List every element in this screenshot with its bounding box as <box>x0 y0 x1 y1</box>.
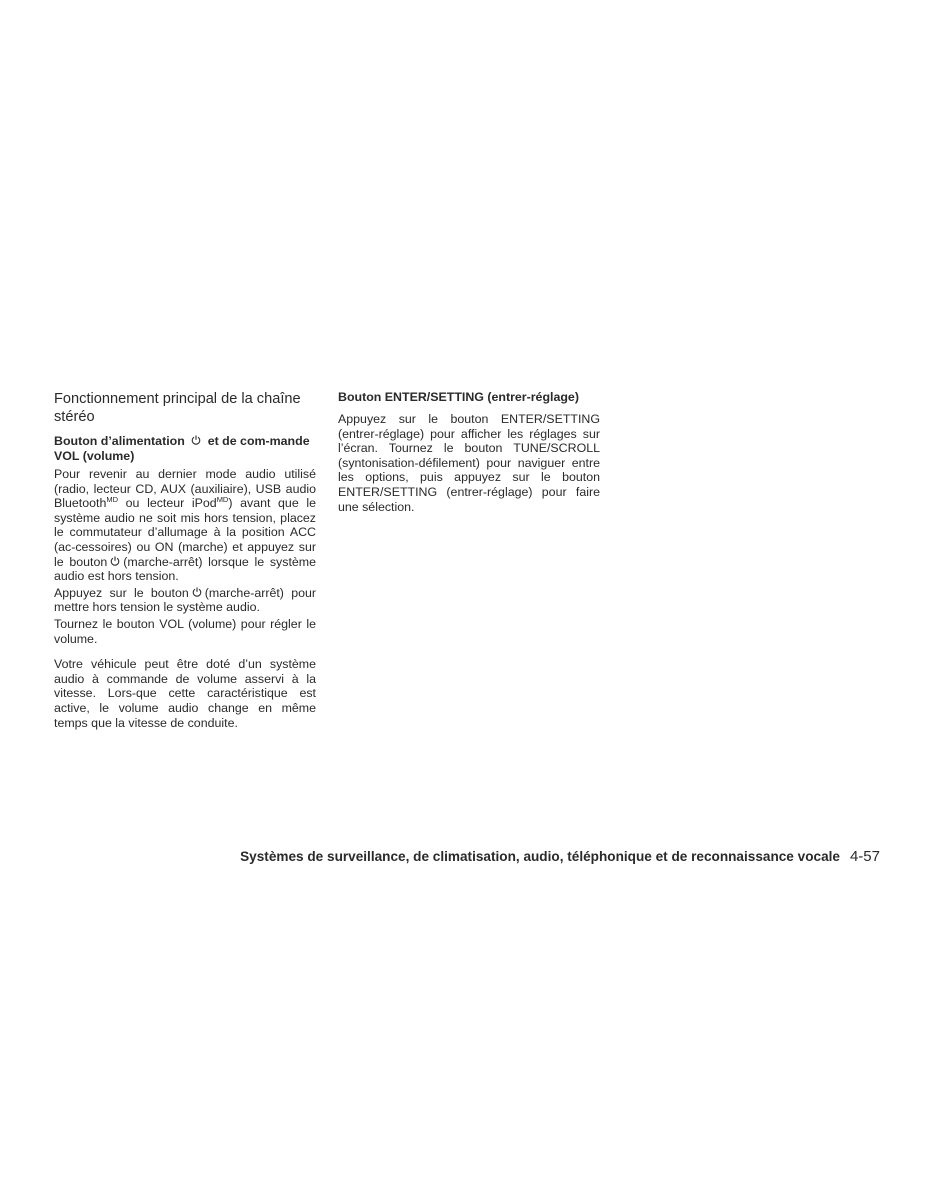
md-mark: MD <box>216 495 229 505</box>
p1-text-c: ) avant que le système audio ne soit mis hors tension, placez le commutateur d’allumage à la position ACC (ac-cessoires) ou ON (marche) et appuyez sur le <box>54 496 316 569</box>
page-number: 4-57 <box>849 848 880 865</box>
p1-text-d: bouton <box>69 554 108 569</box>
p1-text-a: Pour revenir au dernier mode audio utilisé (radio, lecteur CD, AUX (auxiliaire), USB audio Bluetooth <box>54 467 316 511</box>
right-column <box>338 390 600 516</box>
subhead-enter-setting: Bouton ENTER/SETTING (entrer-réglage) <box>338 390 579 404</box>
subhead-part2: et de com-mande VOL (volume) <box>54 434 310 463</box>
subhead-power-volume <box>54 434 316 464</box>
power-icon <box>110 556 120 566</box>
p1-text-e: (marche-arrêt) lorsque le système audio est hors tension. <box>54 554 316 584</box>
p2-text-b: (marche-arrêt) pour mettre hors tension le système audio. <box>54 585 316 615</box>
subhead-part1: Bouton d’alimentation <box>54 434 185 448</box>
paragraph-enter-setting: Appuyez sur le bouton ENTER/SETTING (entrer-réglage) pour afficher les réglages sur l’écran. Tournez le bouton TUNE/SCROLL (syntonisation-défilement) pour naviguer entre les options, puis appuyez sur le bouton ENTER/SETTING (entrer-réglage) pour faire une sélection. <box>338 412 600 514</box>
paragraph-4: Votre véhicule peut être doté d’un système audio à commande de volume asservi à la vitesse. Lors-que cette caractéristique est active, le volume audio change en même temps que la vitesse de conduite. <box>54 657 316 730</box>
md-mark: MD <box>106 495 119 505</box>
section-title: Fonctionnement principal de la chaîne stéréo <box>54 391 301 425</box>
left-column <box>54 390 316 732</box>
paragraph-1 <box>54 467 316 584</box>
page-footer <box>0 848 880 866</box>
p2-text-a: Appuyez sur le bouton <box>54 585 189 600</box>
paragraph-3: Tournez le bouton VOL (volume) pour régler le volume. <box>54 616 316 646</box>
footer-title: Systèmes de surveillance, de climatisation, audio, téléphonique et de reconnaissance vocale <box>240 849 840 864</box>
power-icon <box>191 435 201 445</box>
p1-text-b: ou lecteur iPod <box>118 496 217 511</box>
power-icon <box>192 587 202 597</box>
paragraph-2 <box>54 586 316 615</box>
